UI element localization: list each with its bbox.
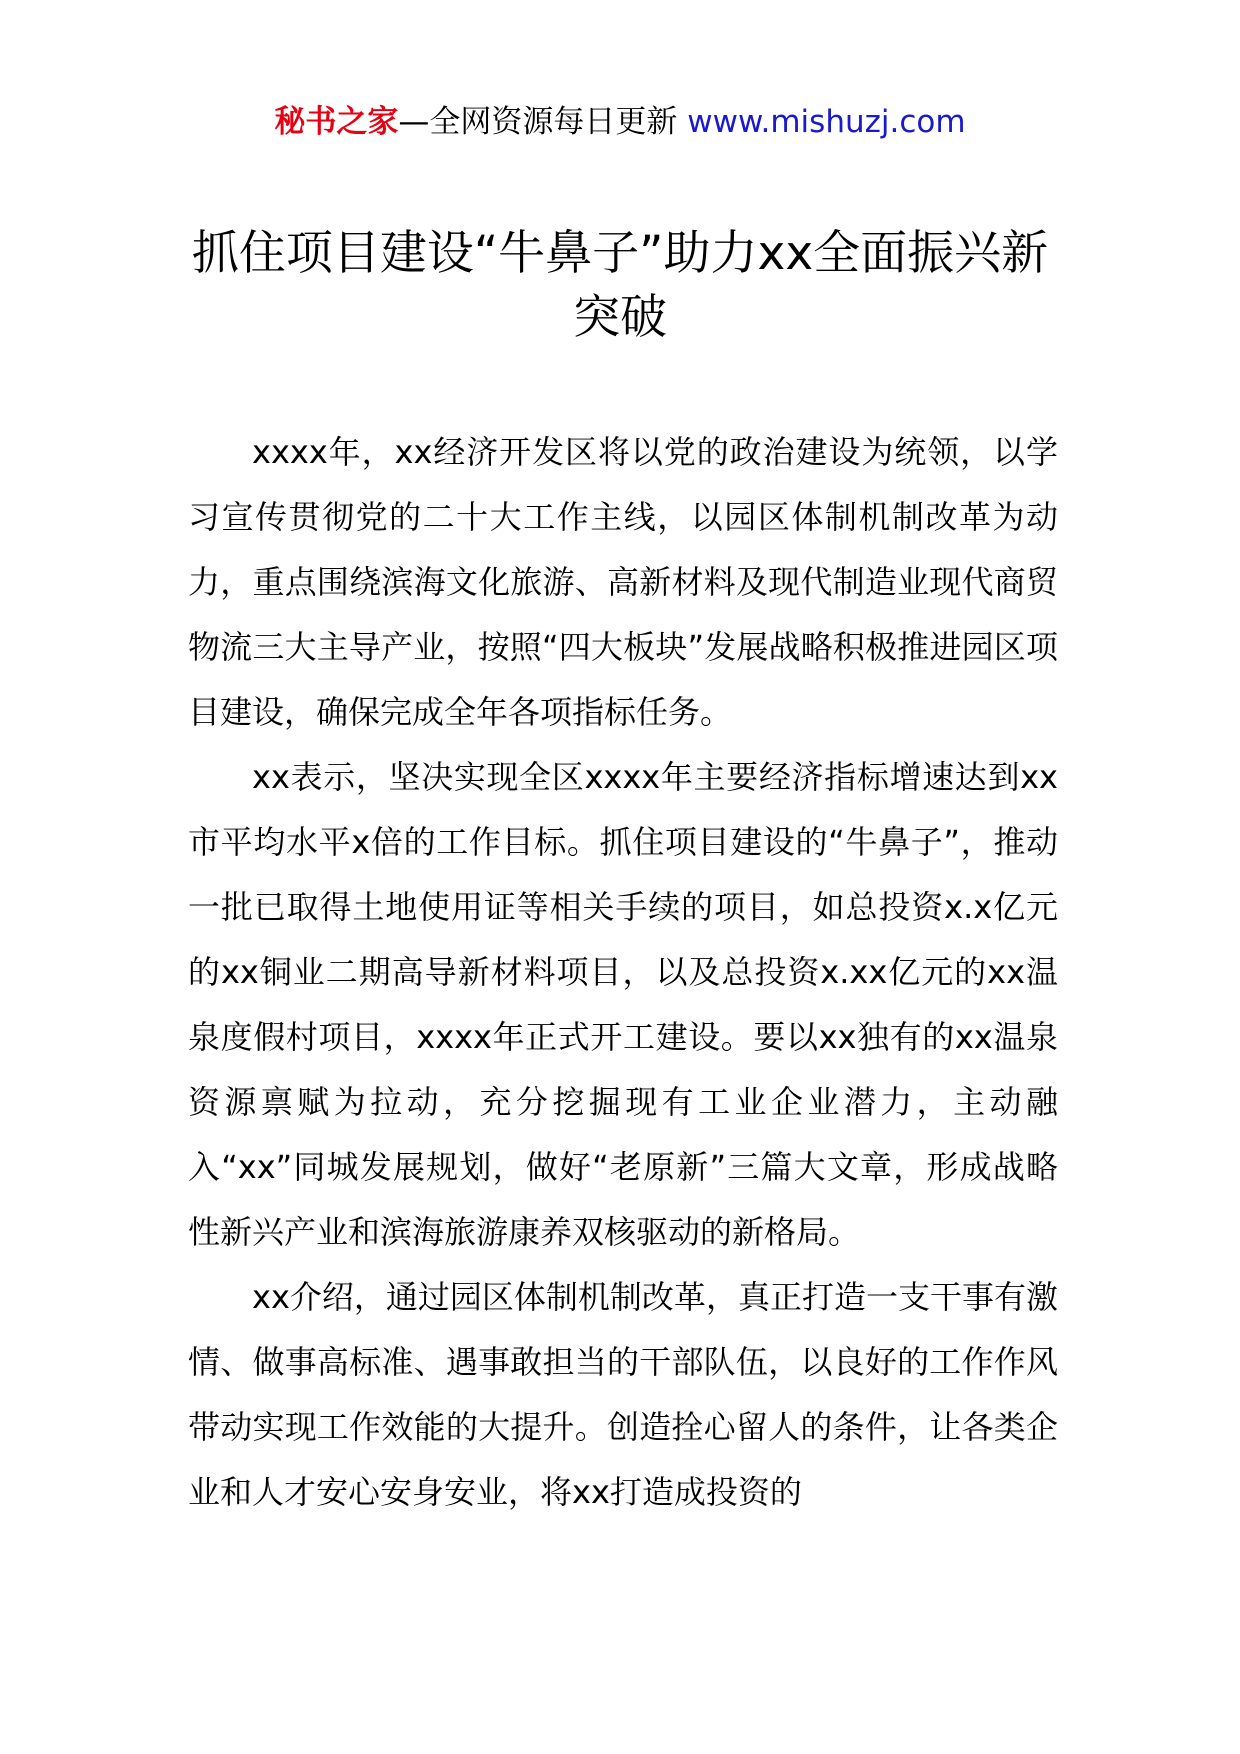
site-url[interactable]: www.mishuzj.com bbox=[687, 104, 966, 140]
site-slogan: —全网资源每日更新 bbox=[398, 104, 688, 140]
paragraph: xx介绍，通过园区体制机制改革，真正打造一支干事有激情、做事高标准、遇事敢担当的干部队伍，以良好的工作作风带动实现工作效能的大提升。创造拴心留人的条件，让各类企业和人才安心安身安业，将xx打造成投资的 bbox=[188, 1278, 1058, 1511]
site-brand: 秘书之家 bbox=[274, 104, 399, 140]
document-body bbox=[188, 420, 1058, 1525]
document-title: 抓住项目建设“牛鼻子”助力xx全面振兴新突破 bbox=[191, 226, 1049, 345]
paragraph: xx表示，坚决实现全区xxxx年主要经济指标增速达到xx市平均水平x倍的工作目标。抓住项目建设的“牛鼻子”，推动一批已取得土地使用证等相关手续的项目，如总投资x.x亿元的xx铜业二期高导新材料项目，以及总投资x.xx亿元的xx温泉度假村项目，xxxx年正式开工建设。要以xx独有的xx温泉资源禀赋为拉动，充分挖掘现有工业企业潜力，主动融入“xx”同城发展规划，做好“老原新”三篇大文章，形成战略性新兴产业和滨海旅游康养双核驱动的新格局。 bbox=[188, 758, 1058, 1251]
paragraph: xxxx年，xx经济开发区将以党的政治建设为统领，以学习宣传贯彻党的二十大工作主线，以园区体制机制改革为动力，重点围绕滨海文化旅游、高新材料及现代制造业现代商贸物流三大主导产业，按照“四大板块”发展战略积极推进园区项目建设，确保完成全年各项指标任务。 bbox=[188, 433, 1058, 731]
site-header bbox=[0, 100, 1240, 144]
